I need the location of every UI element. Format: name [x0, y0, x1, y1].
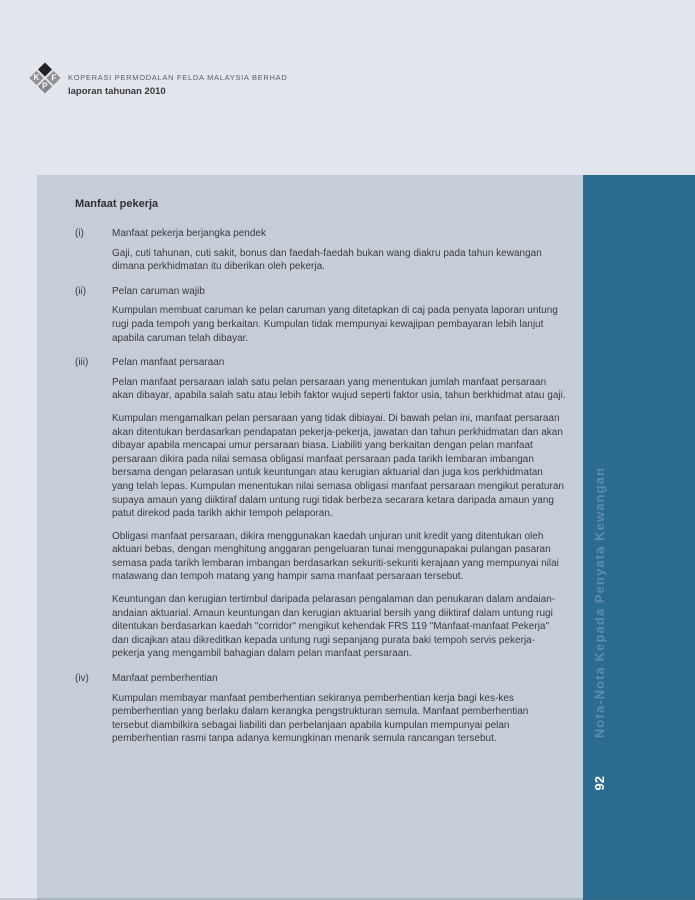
section-title: Pelan caruman wajib — [112, 285, 205, 297]
sidebar-tab — [583, 175, 695, 900]
paragraph: Keuntungan dan kerugian tertimbul daripada pelarasan pengalaman dan penukaran dalam andaian-andaian aktuarial. Amaun keuntungan dan kerugian aktuarial bersih yang diiktiraf dalam untung rugi ditentukan berdasarkan kaedah "corridor" mengikut kehendak FRS 119 "Manfaat-manfaat Pekerja" dan dicajkan atau dikreditkan kepada untung rugi sepanjang purata baki tempoh servis pekerja-pekerja yang mengambil bahagian dalam pelan manfaat persaraan. — [112, 594, 556, 660]
report-year: 2010 — [144, 86, 166, 97]
section-title: Manfaat pekerja berjangka pendek — [112, 228, 266, 239]
paragraph: Kumpulan membayar manfaat pemberhentian sekiranya pemberhentian kerja bagi kes-kes pemberhentian yang berlaku dalam kerangka pengstrukturan semula. Manfaat pemberhentian tersebut diambilkira sebagai liabiliti dan perbelanjaan apabila kumpulan mempunyai pelan pemberhentian rasmi tanpa adanya kemungkinan menarik semula rancangan tersebut. — [112, 692, 529, 745]
paragraph: Pelan manfaat persaraan ialah satu pelan persaraan yang menentukan jumlah manfaat persaraan akan dibayar, apabila salah satu atau lebih faktor wujud seperti faktor usia, tahun berkhidmat atau gaji. — [112, 376, 566, 402]
section-ii — [75, 285, 566, 345]
logo-letter-f: F — [51, 72, 56, 82]
page-number: 92 — [592, 775, 607, 790]
paragraph: Gaji, cuti tahunan, cuti sakit, bonus dan faedah-faedah bukan wang diakru pada tahun kewangan dimana perkhidmatan itu diberikan oleh pekerja. — [112, 247, 542, 273]
kpf-logo-icon — [28, 61, 62, 95]
section-heading: Manfaat pekerja — [75, 198, 159, 210]
paragraph: Kumpulan membuat caruman ke pelan caruman yang ditetapkan di caj pada penyata laporan untung rugi pada tempoh yang berkaitan. Kumpulan tidak mempunyai kewajipan pembayaran lebih lanjut apabila caruman telah dibayar. — [112, 305, 558, 344]
sidebar-chapter-title: Nota-Nota Kepada Penyata Kewangan — [592, 466, 607, 738]
company-name: KOPERASI PERMODALAN FELDA MALAYSIA BERHAD — [68, 73, 288, 82]
notes-content-panel — [37, 175, 583, 900]
report-title-text: laporan tahunan — [68, 86, 142, 97]
logo-diamond-grid — [29, 62, 60, 93]
section-label: (iv) — [75, 673, 89, 685]
section-label: (i) — [75, 228, 84, 239]
section-title: Manfaat pemberhentian — [112, 673, 218, 685]
masthead — [0, 0, 695, 175]
section-iv — [75, 672, 566, 746]
section-label: (iii) — [75, 357, 89, 369]
section-i — [75, 227, 566, 274]
paragraph: Kumpulan mengamalkan pelan persaraan yang tidak dibiayai. Di bawah pelan ini, manfaat persaraan akan ditentukan berdasarkan pendapatan pekerja-pekerja, jawatan dan tahun perkhidmatan dan akan dibayar apabila mencapai umur persaraan biasa. Liabiliti yang berkaitan dengan pelan manfaat persaraan dikira pada nilai semasa obligasi manfaat persaraan pada tarikh lembaran imbangan bersama dengan pelarasan untuk keuntungan atau kerugian aktuarial dan juga kos perkhidmatan yang telah lepas. Kumpulan menentukan nilai semasa obligasi manfaat persaraan mengikut peraturan supaya amaun yang diiktiraf dalam untung rugi tidak berbeza secarara ketara daripada amaun yang patut direkod pada tarikh akhir tempoh pelaporan. — [112, 412, 564, 520]
paragraph: Obligasi manfaat persaraan, dikira menggunakan kaedah unjuran unit kredit yang ditentukan oleh aktuari bebas, dengan menghitung anggaran pengeluaran tunai menggunapakai pulangan pasaran semasa pada tarikh lembaran imbangan berdasarkan sekuriti-sekuriti kerajaan yang mempunyai nilai matawang dan tempoh matang yang hampir sama manfaat persaraan tersebut. — [112, 530, 559, 583]
report-title — [68, 86, 166, 97]
logo-letter-p: P — [42, 81, 48, 91]
section-label: (ii) — [75, 285, 87, 297]
section-title: Pelan manfaat persaraan — [112, 357, 225, 369]
section-iii — [75, 356, 566, 661]
logo-letter-k: K — [33, 73, 40, 82]
